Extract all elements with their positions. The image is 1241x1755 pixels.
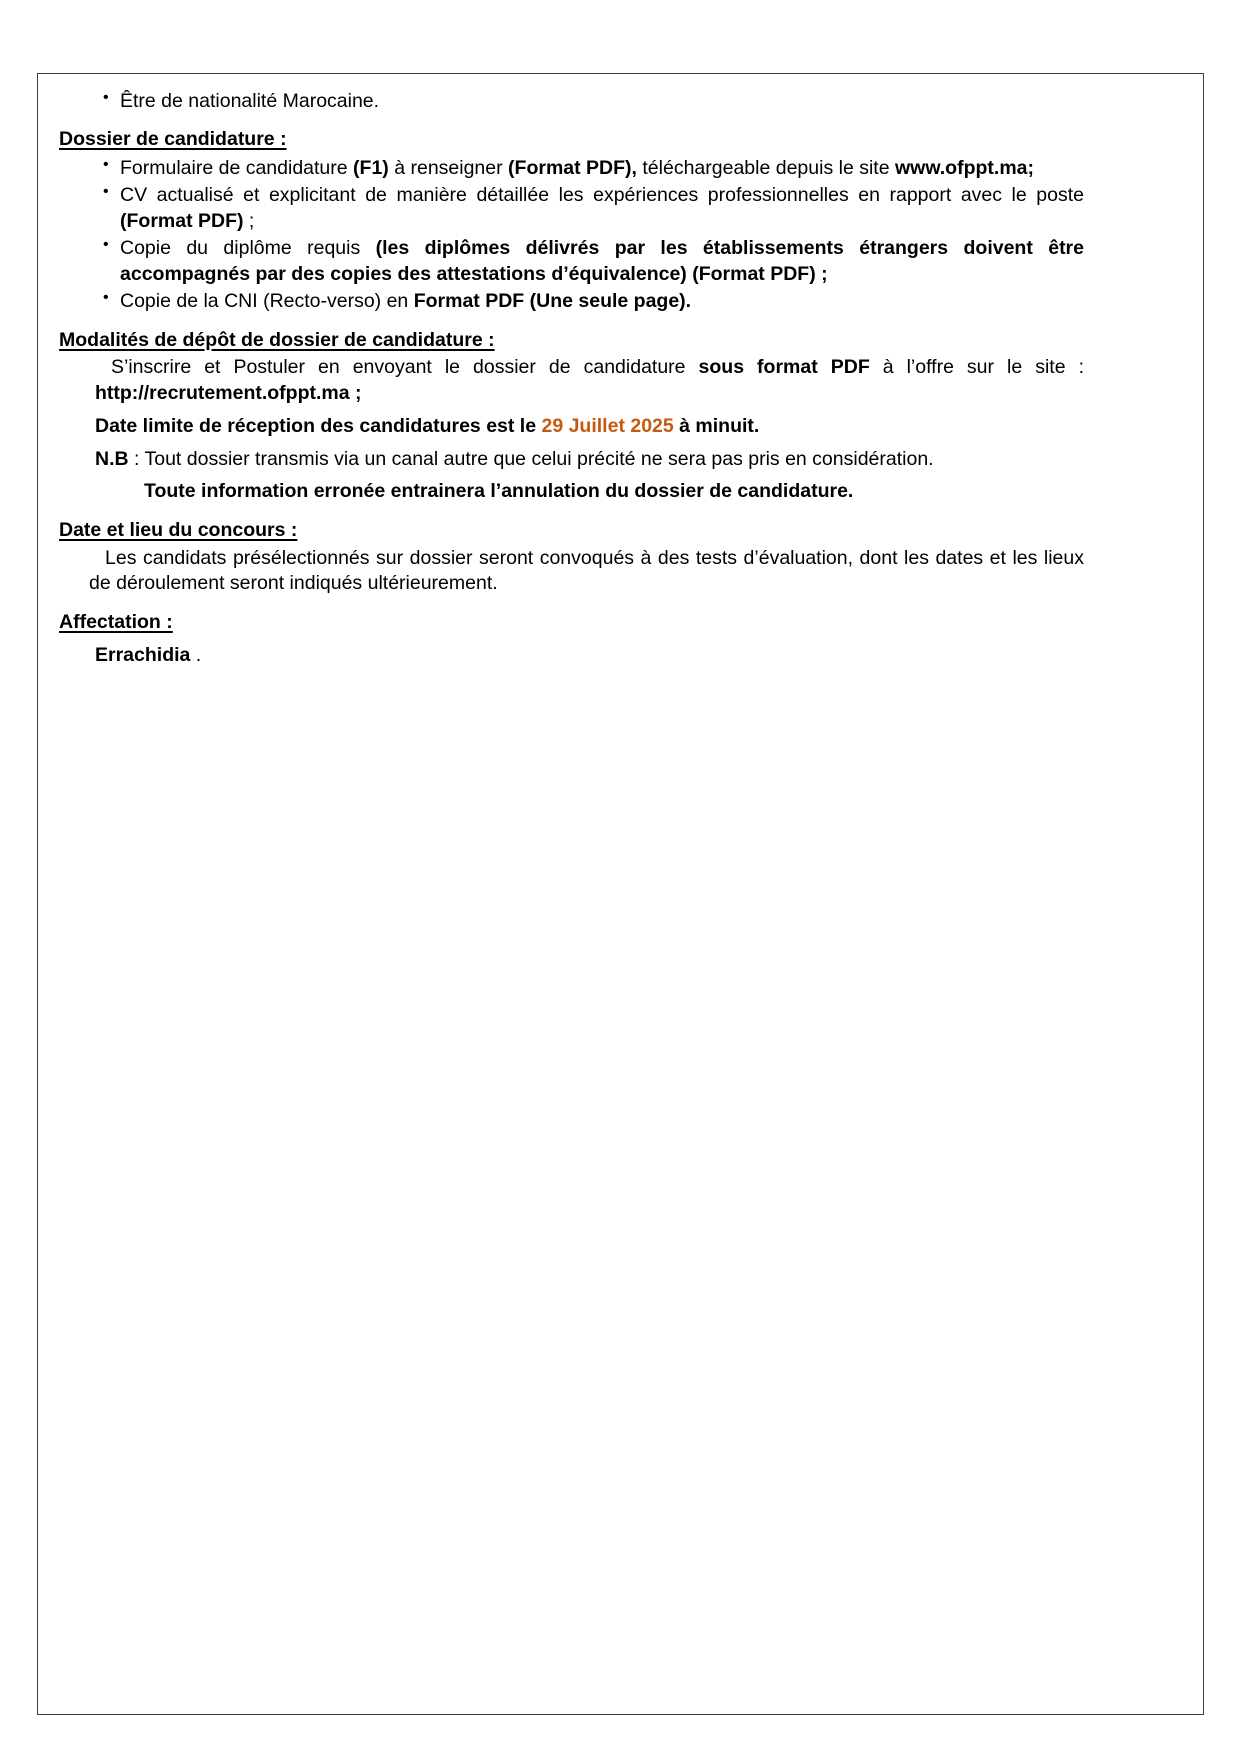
text-run: (Format PDF), [508, 156, 637, 179]
section-heading-date-lieu: Date et lieu du concours : [59, 519, 298, 542]
text-run: . [190, 643, 202, 666]
section-heading-dossier: Dossier de candidature : [59, 128, 287, 151]
text-run: CV actualisé et explicitant de manière détaillée les expériences professionnelles en rapport avec le poste [120, 183, 1084, 206]
text-run: Errachidia [95, 643, 191, 666]
intro-bullet-list [95, 88, 1084, 114]
text-run: (les diplômes délivrés par les établissements étrangers doivent être accompagnés par des copies des attestations d’équivalence) (Format PDF) ; [120, 237, 1084, 286]
paragraph-affectation-ville [95, 643, 1084, 669]
list-item [95, 88, 1084, 114]
text-run: http://recrutement.ofppt.ma ; [95, 382, 362, 405]
list-item [95, 155, 1084, 181]
section-heading-modalites: Modalités de dépôt de dossier de candidature : [59, 328, 495, 351]
paragraph-inscription [95, 355, 1084, 406]
document-page-border [37, 73, 1204, 1715]
text-run: Copie du diplôme requis [120, 237, 376, 260]
paragraph-avertissement [144, 479, 1084, 505]
text-run: Copie de la CNI (Recto-verso) en [120, 290, 414, 313]
text-run: Les candidats présélectionnés sur dossier seront convoqués à des tests d’évaluation, dont les dates et les lieux de déroulement seront indiqués ultérieurement. [89, 546, 1084, 595]
text-run: sous format PDF [698, 356, 870, 379]
text-run: : Tout dossier transmis via un canal autre que celui précité ne sera pas pris en considération. [128, 447, 934, 470]
text-run: N.B [95, 447, 129, 470]
text-run: S’inscrire et Postuler en envoyant le dossier de candidature [111, 356, 699, 379]
text-run: à l’offre sur le site : [869, 356, 1084, 379]
list-item [95, 288, 1084, 314]
text-run: ; [243, 210, 255, 233]
text-run: à renseigner [388, 156, 509, 179]
text-run: 29 Juillet 2025 [541, 414, 674, 437]
section-heading-affectation: Affectation : [59, 611, 173, 634]
document-content [59, 88, 1084, 669]
text-run: (F1) [353, 156, 389, 179]
paragraph-nb [95, 447, 1084, 473]
text-run: Toute information erronée entrainera l’annulation du dossier de candidature. [144, 480, 854, 503]
text-run: Formulaire de candidature [120, 156, 354, 179]
text-run: Format PDF (Une seule page). [413, 290, 692, 313]
dossier-bullet-list [95, 155, 1084, 315]
text-run: Date limite de réception des candidatures est le [95, 414, 542, 437]
text-run: (Format PDF) [120, 210, 244, 233]
text-run: à minuit. [673, 414, 760, 437]
text-run: téléchargeable depuis le site [636, 156, 895, 179]
paragraph-date-limite [95, 414, 1084, 440]
list-item [95, 182, 1084, 234]
list-item [95, 235, 1084, 287]
intro-bullet-text: Être de nationalité Marocaine. [120, 90, 380, 112]
text-run: www.ofppt.ma; [894, 156, 1034, 179]
paragraph-convocation [89, 546, 1084, 597]
